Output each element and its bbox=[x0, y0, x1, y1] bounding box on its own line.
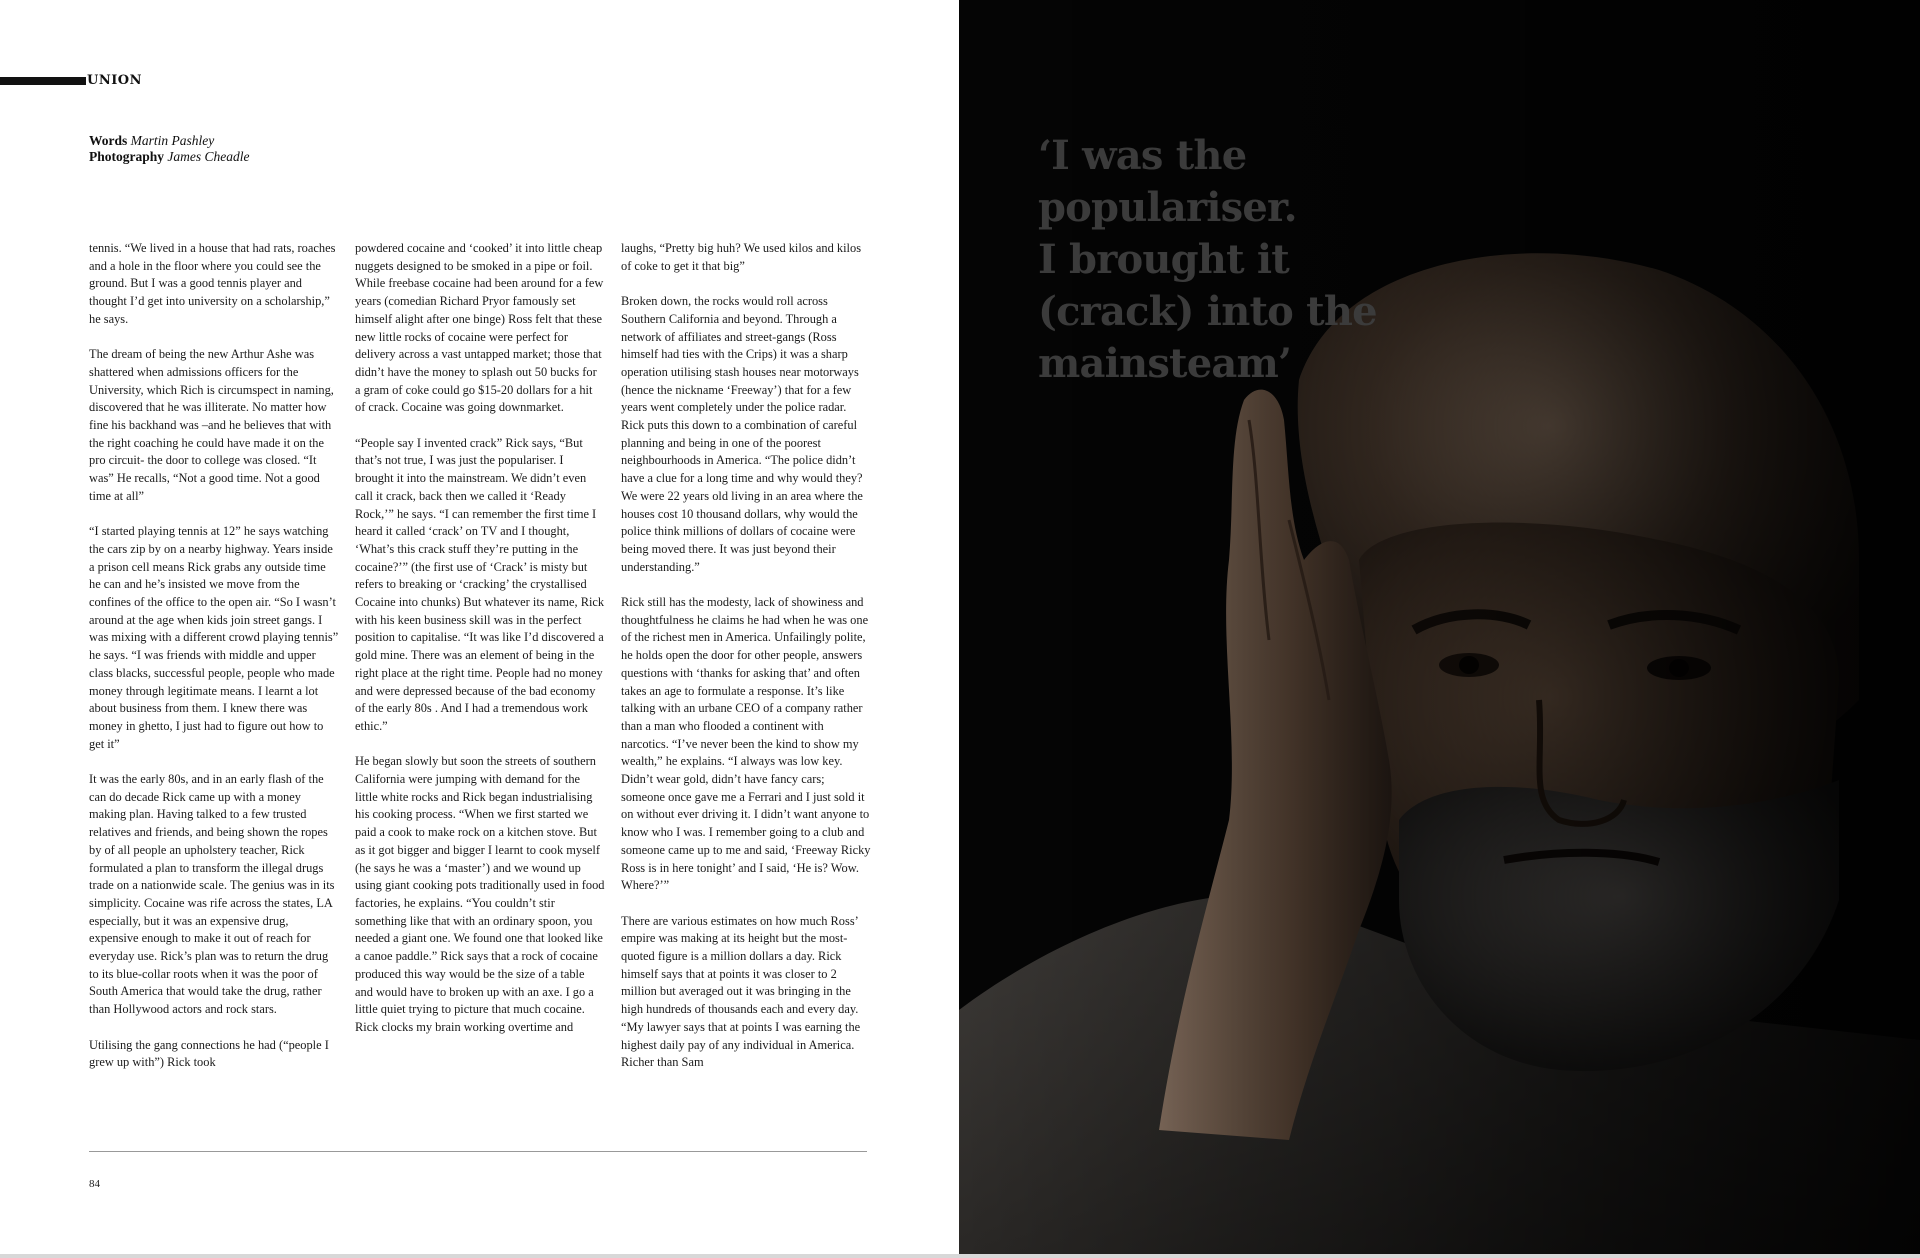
footer-rule bbox=[89, 1151, 867, 1152]
article-column-2 bbox=[355, 240, 605, 1054]
credit-photography bbox=[89, 149, 250, 165]
credit-words bbox=[89, 133, 250, 149]
paragraph: Utilising the gang connections he had (“people I grew up with”) Rick took bbox=[89, 1037, 329, 1070]
words-name: Martin Pashley bbox=[130, 133, 215, 148]
paragraph: Rick still has the modesty, lack of showiness and thoughtfulness he claims he had when he was one of the richest men in America. Unfailingly polite, he holds open the door for other people, answers questions with ‘thanks for asking that’ and often takes an age to formulate a response. It’s like talking with an urbane CEO of a company rather than a man who flooded a continent with narcotics. “I’ve never been the kind to show my wealth,” he explains. “I always was low key. Didn’t wear gold, didn’t have fancy cars; someone once gave me a Ferrari and I just sold it on without ever driving it. I didn’t want anyone to know who I was. I remember going to a club and someone came up to me and said, ‘Freeway Ricky Ross is in here tonight’ and I said, ‘He is? Wow. Where?’” bbox=[621, 595, 871, 893]
words-label: Words bbox=[89, 133, 128, 148]
paragraph: powdered cocaine and ‘cooked’ it into little cheap nuggets designed to be smoked in a pipe or foil. While freebase cocaine had been around for a few years (comedian Richard Pryor famously set himself alight after one binge) Ross felt that these new little rocks of cocaine were perfect for delivery across a vast untapped market; those that didn’t have the money to splash out 50 bucks for a gram of coke could go $15-20 dollars for a hit of crack. Cocaine was going downmarket. bbox=[355, 241, 604, 415]
paragraph: It was the early 80s, and in an early flash of the can do decade Rick came up with a money making plan. Having talked to a few trusted relatives and friends, and being shown the ropes by of all people an upholstery teacher, Rick formulated a plan to transform the illegal drugs trade on a nationwide scale. The genius was in its simplicity. Cocaine was rife across the states, LA especially, but it was an expensive drug, expensive enough to make it out of reach for everyday use. Rick’s plan was to return the drug to its blue-collar roots when it was the poor of South America that would take the drug, rather than Hollywood actors and rock stars. bbox=[89, 772, 335, 1017]
left-page bbox=[0, 0, 959, 1258]
pull-quote bbox=[1038, 130, 1458, 390]
photography-name: James Cheadle bbox=[167, 149, 250, 164]
paragraph: He began slowly but soon the streets of southern California were jumping with demand for the little white rocks and Rick began industrialising his cooking process. “When we first started we paid a cook to make rock on a kitchen stove. But as it got bigger and bigger I learnt to cook myself (he says he was a ‘master’) and we wound up using giant cooking pots traditionally used in food factories, he explains. “You couldn’t stir something like that with an ordinary spoon, you needed a giant one. We found one that looked like a canoe paddle.” Rick says that a rock of cocaine produced this way would be the size of a table and would have to broken up with an axe. I go a little quiet trying to picture that much cocaine. Rick clocks my brain working overtime and bbox=[355, 754, 605, 1034]
pull-quote-line: I brought it bbox=[1038, 236, 1289, 283]
pull-quote-line: (crack) into the bbox=[1038, 288, 1377, 335]
paragraph: tennis. “We lived in a house that had rats, roaches and a hole in the floor where you could see the ground. But I was a good tennis player and thought I’d get into university on a scholarship,” he says. bbox=[89, 241, 336, 326]
page-number: 84 bbox=[89, 1178, 100, 1190]
paragraph: Broken down, the rocks would roll across Southern California and beyond. Through a network of affiliates and street-gangs (Ross himself had ties with the Crips) it was a sharp operation utilising stash houses near motorways (hence the nickname ‘Freeway’) that for a few years went completely under the police radar. Rick puts this down to a combination of careful planning and being in one of the poorest neighbourhoods in America. “The police didn’t have a clue for a long time and why would they? We were 22 years old living in an area where the houses cost 10 thousand dollars, why would the police think millions of dollars of cocaine were being moved there. It was just beyond their understanding.” bbox=[621, 294, 863, 574]
pull-quote-line: populariser. bbox=[1038, 184, 1297, 231]
bottom-strip bbox=[0, 1254, 1920, 1258]
paragraph: “People say I invented crack” Rick says, “But that’s not true, I was just the populariser. I brought it into the mainstream. We didn’t even call it crack, back then we called it ‘Ready Rock,’” he says. “I can remember the first time I heard it called ‘crack’ on TV and I thought, ‘What’s this crack stuff they’re putting in the cocaine?’” (the first use of ‘Crack’ is misty but refers to breaking or ‘cracking’ the crystallised Cocaine into chunks) But whatever its name, Rick with his keen business skill was in the perfect position to capitalise. “It was like I’d discovered a gold mine. There was an element of being in the right place at the right time. People had no money and were depressed because of the bad economy of the early 80s . And I had a tremendous work ethic.” bbox=[355, 435, 605, 733]
pull-quote-line: ‘I was the bbox=[1038, 132, 1247, 179]
paragraph: The dream of being the new Arthur Ashe was shattered when admissions officers for the University, which Rich is circumspect in naming, discovered that he was illiterate. No matter how fine his backhand was –and he believes that with the right coaching he could have made it on the pro circuit- the door to college was closed. “It was” He recalls, “Not a good time. Not a good time at all” bbox=[89, 347, 334, 503]
credits bbox=[89, 133, 250, 165]
right-page-photo bbox=[959, 0, 1920, 1258]
paragraph: “I started playing tennis at 12” he says watching the cars zip by on a nearby highway. Years inside a prison cell means Rick grabs any outside time he can and he’s insisted we move from the confines of the office to the open air. “So I wasn’t around at the age when kids join street gangs. I was mixing with a different crowd playing tennis” he says. “I was friends with middle and upper class blacks, successful people, people who made money through legitimate means. I learnt a lot about business from them. I knew there was money in ghetto, I just had to figure out how to get it” bbox=[89, 524, 339, 751]
section-bar bbox=[0, 77, 86, 85]
pull-quote-line: mainsteam’ bbox=[1038, 340, 1292, 387]
photography-label: Photography bbox=[89, 149, 165, 164]
paragraph: There are various estimates on how much Ross’ empire was making at its height but the most-quoted figure is a million dollars a day. Rick himself says that at points it was closer to 2 million but averaged out it was bringing in the high hundreds of thousands each and every day. “My lawyer says that at points I was earning the highest daily pay of any individual in America. Richer than Sam bbox=[621, 913, 861, 1070]
article-column-3 bbox=[621, 240, 871, 1090]
paragraph: laughs, “Pretty big huh? We used kilos and kilos of coke to get it that big” bbox=[621, 241, 862, 273]
section-label: UNION bbox=[87, 73, 143, 88]
article-column-1 bbox=[89, 240, 339, 1090]
